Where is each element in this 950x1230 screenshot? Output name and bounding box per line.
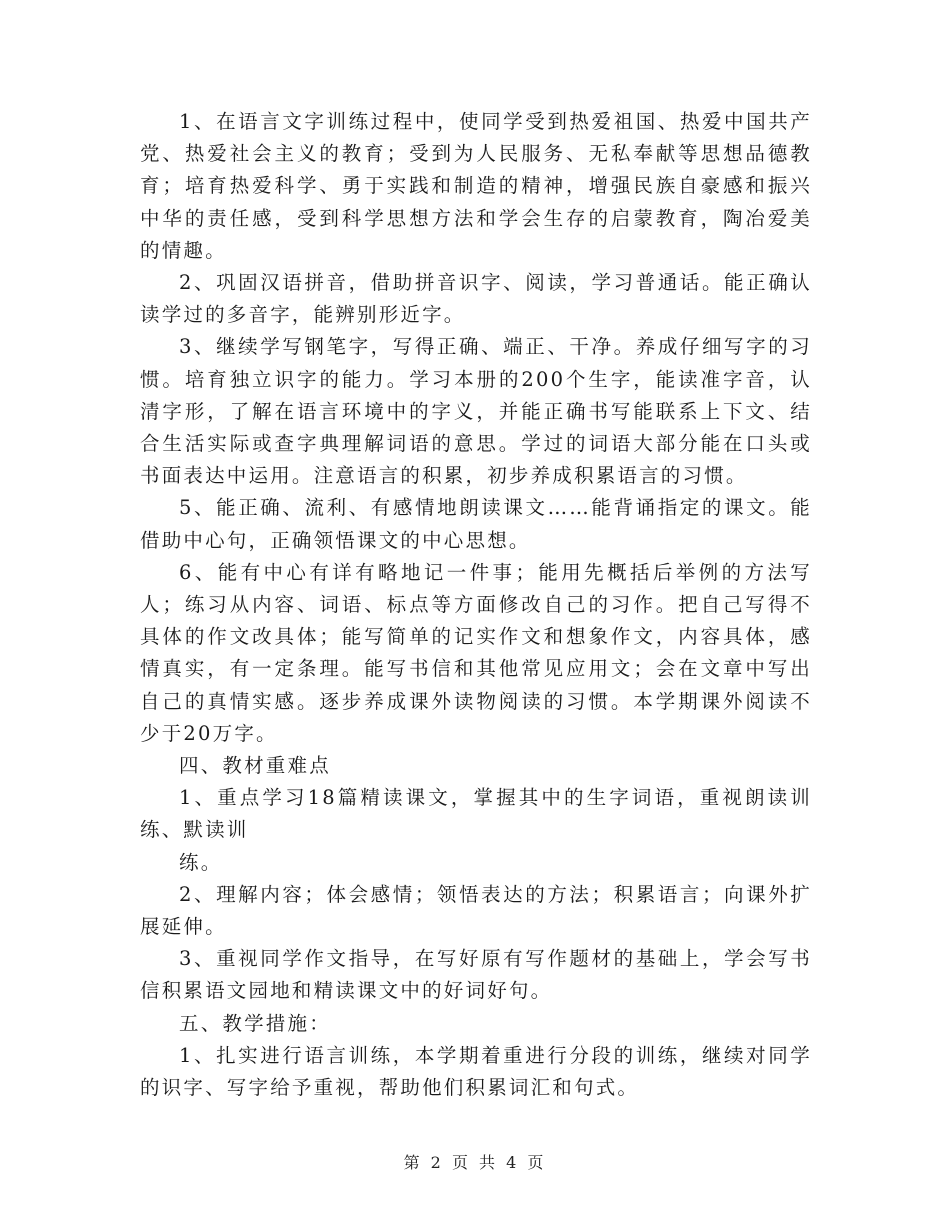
paragraph-measure-1: 1、扎实进行语言训练，本学期着重进行分段的训练，继续对同学的识字、写字给予重视，帮助他们积累词汇和句式。 <box>140 1043 812 1100</box>
paragraph-goal-5: 5、能正确、流利、有感情地朗读课文……能背诵指定的课文。能借助中心句，正确领悟课文的中心思想。 <box>140 496 812 552</box>
paragraph-key-point-1: 1、重点学习18篇精读课文，掌握其中的生字词语，重视朗读训练、默读训 <box>140 786 812 842</box>
document-body <box>140 106 812 1104</box>
page-number-footer: 第 2 页 共 4 页 <box>403 1153 547 1172</box>
paragraph-goal-3: 3、继续学写钢笔字，写得正确、端正、干净。养成仔细写字的习惯。培育独立识字的能力。学习本册的200个生字，能读准字音，认清字形，了解在语言环境中的字义，并能正确书写能联系上下文、结合生活实际或查字典理解词语的意思。学过的词语大部分能在口头或书面表达中运用。注意语言的积累，初步养成积累语言的习惯。 <box>140 335 812 488</box>
paragraph-goal-1: 1、在语言文字训练过程中，使同学受到热爱祖国、热爱中国共产党、热爱社会主义的教育；受到为人民服务、无私奉献等思想品德教育；培育热爱科学、勇于实践和制造的精神，增强民族自豪感和振兴中华的责任感，受到科学思想方法和学会生存的启蒙教育，陶冶爱美的情趣。 <box>140 110 812 262</box>
paragraph-key-point-2: 2、理解内容；体会感情；领悟表达的方法；积累语言；向课外扩展延伸。 <box>140 882 812 939</box>
paragraph-key-point-1-continued: 练。 <box>179 850 223 874</box>
section-heading-key-points: 四、教材重难点 <box>179 754 331 778</box>
paragraph-key-point-3: 3、重视同学作文指导，在写好原有写作题材的基础上，学会写书信积累语文园地和精读课文中的好词好句。 <box>140 947 812 1003</box>
paragraph-goal-2: 2、巩固汉语拼音，借助拼音识字、阅读，学习普通话。能正确认读学过的多音字，能辨别形近字。 <box>140 271 812 327</box>
paragraph-goal-6: 6、能有中心有详有略地记一件事；能用先概括后举例的方法写人；练习从内容、词语、标点等方面修改自己的习作。把自己写得不具体的作文改具体；能写简单的记实作文和想象作文，内容具体，感情真实，有一定条理。能写书信和其他常见应用文；会在文章中写出自己的真情实感。逐步养成课外读物阅读的习惯。本学期课外阅读不少于20万字。 <box>140 560 812 745</box>
section-heading-measures: 五、教学措施： <box>179 1011 331 1035</box>
